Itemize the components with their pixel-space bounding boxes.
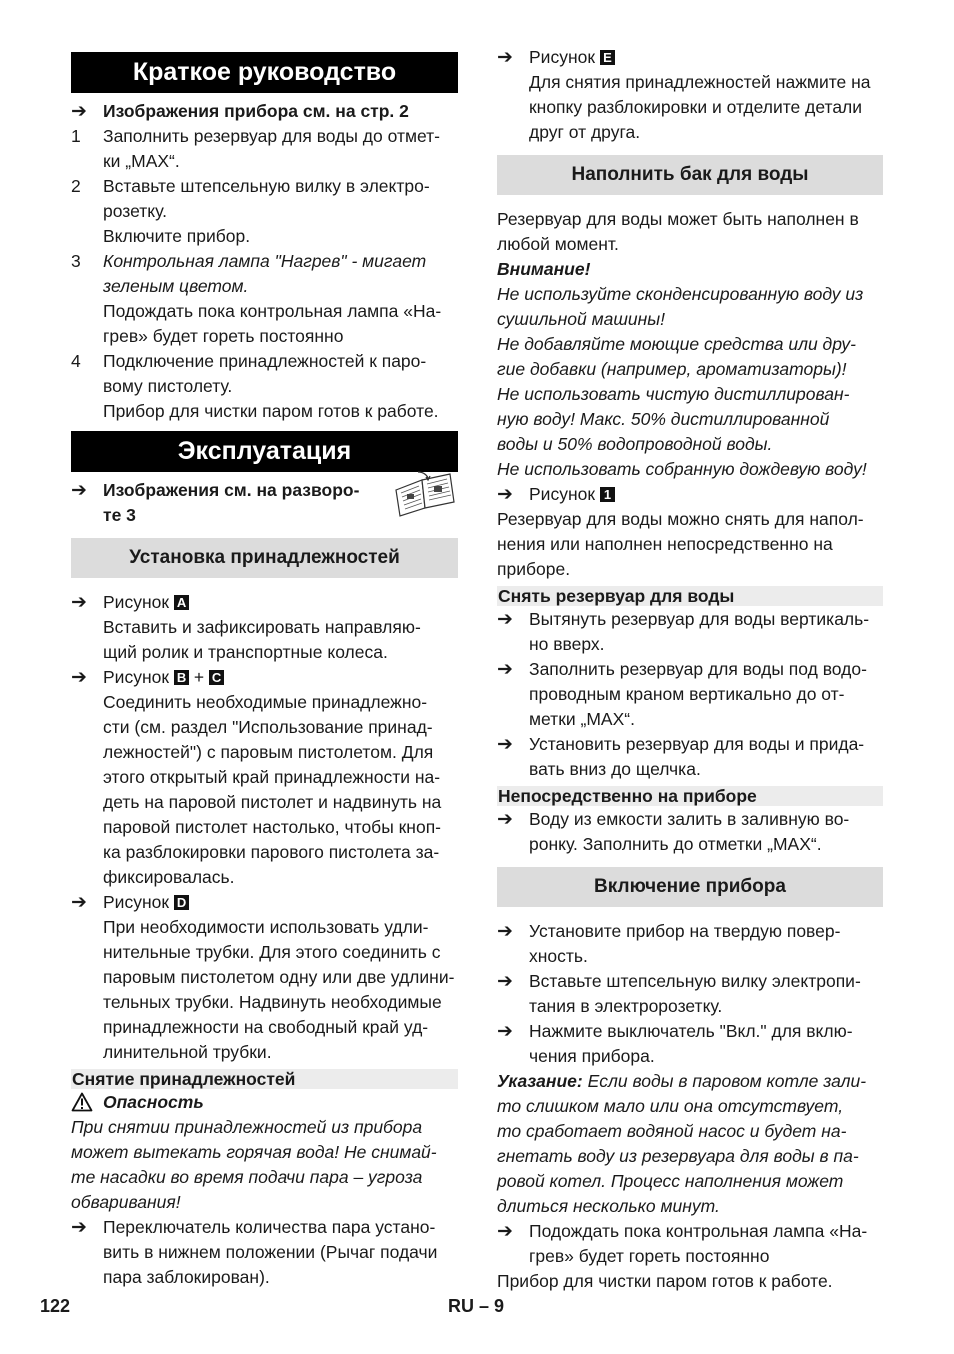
arrow-icon: ➔ (497, 921, 513, 942)
figure-ref (103, 590, 458, 615)
step-text: этого открытый край принадлежности на- (103, 767, 441, 787)
quick-step-1 (71, 124, 458, 174)
step-text: кнопку разблокировки и отделите детали (529, 97, 863, 117)
heading-operation: Эксплуатация (71, 431, 458, 472)
step-text: розетку. (103, 201, 167, 221)
step-text: Установить резервуар для воды и прида- (529, 734, 865, 754)
figure-badge: A (174, 595, 189, 610)
quick-step-3 (71, 249, 458, 349)
step-text: Прибор для чистки паром готов к работе. (103, 401, 439, 421)
attention-line: Не используйте сконденсированную воду из (497, 284, 864, 304)
on-step-3 (497, 1019, 883, 1069)
note-line: гнетать воду из резервуара для воды в па- (497, 1146, 859, 1166)
heading-quick-guide: Краткое руководство (71, 52, 458, 93)
right-column (497, 45, 883, 1294)
body-text: любой момент. (497, 234, 619, 254)
arrow-icon: ➔ (497, 734, 513, 755)
plus-sign: + (193, 667, 205, 687)
step-text: грев» будет гореть постоянно (103, 326, 344, 346)
step-text: метки „MAX“. (529, 709, 635, 729)
note-label: Указание: (497, 1071, 583, 1091)
quick-step-4 (71, 349, 458, 424)
step-number: 1 (71, 126, 81, 146)
step-text: Подключение принадлежностей к паро- (103, 351, 427, 371)
danger-line: может вытекать горячая вода! Не снимай- (71, 1142, 437, 1162)
note-first-line (497, 1069, 883, 1094)
danger-text (71, 1115, 458, 1215)
quick-step-2 (71, 174, 458, 249)
step-number: 3 (71, 251, 81, 271)
figure-badge: D (174, 895, 189, 910)
step-text: но вверх. (529, 634, 605, 654)
note-line: то слишком мало или она отсутствует, (497, 1096, 844, 1116)
step-text: Переключатель количества пара устано- (103, 1217, 436, 1237)
step-text: паровой пистолет настолько, чтобы кноп- (103, 817, 441, 837)
figure-badge: E (600, 50, 615, 65)
figure-badge: 1 (600, 487, 615, 502)
subheading-install-accessories: Установка принадлежностей (71, 538, 458, 578)
fig-1-item (497, 482, 883, 507)
attention-label: Внимание! (497, 259, 591, 279)
figure-label: Рисунок (103, 892, 170, 912)
attention-line: Не использовать чистую дистиллирован- (497, 384, 850, 404)
step-text: Воду из емкости залить в заливную во- (529, 809, 850, 829)
step-text: Заполнить резервуар для воды под водо- (529, 659, 867, 679)
figure-label: Рисунок (529, 47, 596, 67)
step-text: деть на паровой пистолет и надвинуть на (103, 792, 442, 812)
step-text: Заполнить резервуар для воды до отмет- (103, 126, 440, 146)
step-text: грев» будет гореть постоянно (529, 1246, 770, 1266)
attention-line: гие добавки (например, ароматизаторы)! (497, 359, 847, 379)
figure-label: Рисунок (529, 484, 596, 504)
arrow-icon: ➔ (497, 971, 513, 992)
step-text: При необходимости использовать удли- (103, 917, 429, 937)
figure-ref (103, 665, 458, 690)
subheading-switch-on: Включение прибора (497, 867, 883, 907)
step-text: Вставить и зафиксировать направляю- (103, 617, 421, 637)
attention-line: сушильной машины! (497, 309, 665, 329)
step-text: проводным краном вертикально до от- (529, 684, 845, 704)
step-text: лежностей") с паровым пистолетом. Для (103, 742, 434, 762)
arrow-icon: ➔ (497, 609, 513, 630)
danger-line: те насадки во время подачи пара – угроза (71, 1167, 423, 1187)
step-text: принадлежности на свободный край уд- (103, 1017, 429, 1037)
step-text: вому пистолету. (103, 376, 233, 396)
subheading-fill-tank: Наполнить бак для воды (497, 155, 883, 195)
open-book-icon (392, 470, 458, 518)
step-text: щий ролик и транспортные колеса. (103, 642, 388, 662)
install-fig-a (71, 590, 458, 665)
section-label: RU – 9 (448, 1296, 505, 1316)
step-text: тельных трубки. Надвинуть необходимые (103, 992, 442, 1012)
step-text: Вставьте штепсельную вилку электропи- (529, 971, 861, 991)
arrow-icon: ➔ (71, 480, 87, 501)
remove-tank-step-3 (497, 732, 883, 782)
attention-line: воды и 50% водопроводной воды. (497, 434, 773, 454)
step-text: вать вниз до щелчка. (529, 759, 701, 779)
figure-ref (529, 45, 883, 70)
arrow-icon: ➔ (497, 1221, 513, 1242)
arrow-icon: ➔ (71, 892, 87, 913)
step-number: 2 (71, 176, 81, 196)
ready-text: Прибор для чистки паром готов к работе. (497, 1271, 833, 1291)
remove-tank-step-2 (497, 657, 883, 732)
step-text: фиксировалась. (103, 867, 235, 887)
wait-step (497, 1219, 883, 1269)
step-text: сти (см. раздел "Использование принад- (103, 717, 433, 737)
arrow-icon: ➔ (497, 659, 513, 680)
figure-badge: B (174, 670, 189, 685)
quick-ref-text: Изображения прибора см. на стр. 2 (103, 101, 409, 121)
danger-line: обваривания! (71, 1192, 181, 1212)
step-text: хность. (529, 946, 588, 966)
step-text: Для снятия принадлежностей нажмите на (529, 72, 871, 92)
step-text: паровым пистолетом одну или две удлини- (103, 967, 455, 987)
subheading-remove-tank: Снять резервуар для воды (497, 586, 883, 606)
step-text: нительные трубки. Для этого соединить с (103, 942, 441, 962)
left-column (71, 45, 458, 1290)
install-fig-bc (71, 665, 458, 890)
arrow-icon: ➔ (71, 101, 87, 122)
operation-ref-text: Изображения см. на разворо- (103, 480, 360, 500)
figure-label: Рисунок (103, 667, 170, 687)
on-step-2 (497, 969, 883, 1019)
remove-step (71, 1215, 458, 1290)
subheading-remove-accessories: Снятие принадлежностей (71, 1069, 458, 1089)
danger-line: При снятии принадлежностей из прибора (71, 1117, 423, 1137)
body-text: Резервуар для воды можно снять для напол- (497, 509, 864, 529)
step-text: Нажмите выключатель "Вкл." для вклю- (529, 1021, 853, 1041)
arrow-icon: ➔ (497, 1021, 513, 1042)
body-text: нения или наполнен непосредственно на (497, 534, 833, 554)
step-text: Вытянуть резервуар для воды вертикаль- (529, 609, 870, 629)
subheading-direct-fill: Непосредственно на приборе (497, 786, 883, 806)
figure-ref (529, 482, 883, 507)
operation-ref-text: те 3 (103, 505, 136, 525)
step-text: Подождать пока контрольная лампа «На- (103, 301, 442, 321)
body-text: Резервуар для воды может быть наполнен в (497, 209, 859, 229)
danger-label: Опасность (103, 1092, 204, 1112)
arrow-icon: ➔ (497, 484, 513, 505)
step-text: ка разблокировки парового пистолета за- (103, 842, 440, 862)
operation-ref-item (71, 478, 458, 528)
step-text: вить в нижнем положении (Рычаг подачи (103, 1242, 438, 1262)
remove-tank-step-1 (497, 607, 883, 657)
step-text: ронку. Заполнить до отметки „MAX“. (529, 834, 822, 854)
arrow-icon: ➔ (71, 592, 87, 613)
note-line: длиться несколько минут. (497, 1196, 720, 1216)
step-text-italic: Контрольная лампа "Нагрев" - мигает (103, 251, 427, 271)
step-text: Вставьте штепсельную вилку в электро- (103, 176, 430, 196)
step-text-italic: зеленым цветом. (103, 276, 249, 296)
step-text: пара заблокирован). (103, 1267, 270, 1287)
figure-ref (103, 890, 458, 915)
arrow-icon: ➔ (71, 667, 87, 688)
step-text: чения прибора. (529, 1046, 655, 1066)
attention-line: Не использовать собранную дождевую воду! (497, 459, 867, 479)
attention-line: Не добавляйте моющие средства или дру- (497, 334, 856, 354)
install-fig-d (71, 890, 458, 1065)
step-text: Установите прибор на твердую повер- (529, 921, 841, 941)
on-step-1 (497, 919, 883, 969)
step-text: линительной трубки. (103, 1042, 272, 1062)
arrow-icon: ➔ (497, 809, 513, 830)
body-text: приборе. (497, 559, 571, 579)
fig-e-item (497, 45, 883, 145)
page-number: 122 (40, 1296, 71, 1316)
step-number: 4 (71, 351, 81, 371)
note-line: ровой котел. Процесс наполнения может (497, 1171, 844, 1191)
note-line: Если воды в паровом котле зали- (587, 1071, 867, 1091)
danger-notice (71, 1090, 458, 1115)
warning-triangle-icon (71, 1092, 93, 1112)
note-line: то сработает водяной насос и будет на- (497, 1121, 847, 1141)
step-text: тания в электророзетку. (529, 996, 723, 1016)
quick-ref-item (71, 99, 458, 124)
figure-label: Рисунок (103, 592, 170, 612)
arrow-icon: ➔ (497, 47, 513, 68)
step-text: ки „MAX“. (103, 151, 180, 171)
attention-line: ную воду! Макс. 50% дистиллированной (497, 409, 830, 429)
arrow-icon: ➔ (71, 1217, 87, 1238)
step-text: Соединить необходимые принадлежно- (103, 692, 428, 712)
step-text: Включите прибор. (103, 226, 251, 246)
figure-badge: C (209, 670, 224, 685)
step-text: друг от друга. (529, 122, 641, 142)
step-text: Подождать пока контрольная лампа «На- (529, 1221, 868, 1241)
direct-step (497, 807, 883, 857)
